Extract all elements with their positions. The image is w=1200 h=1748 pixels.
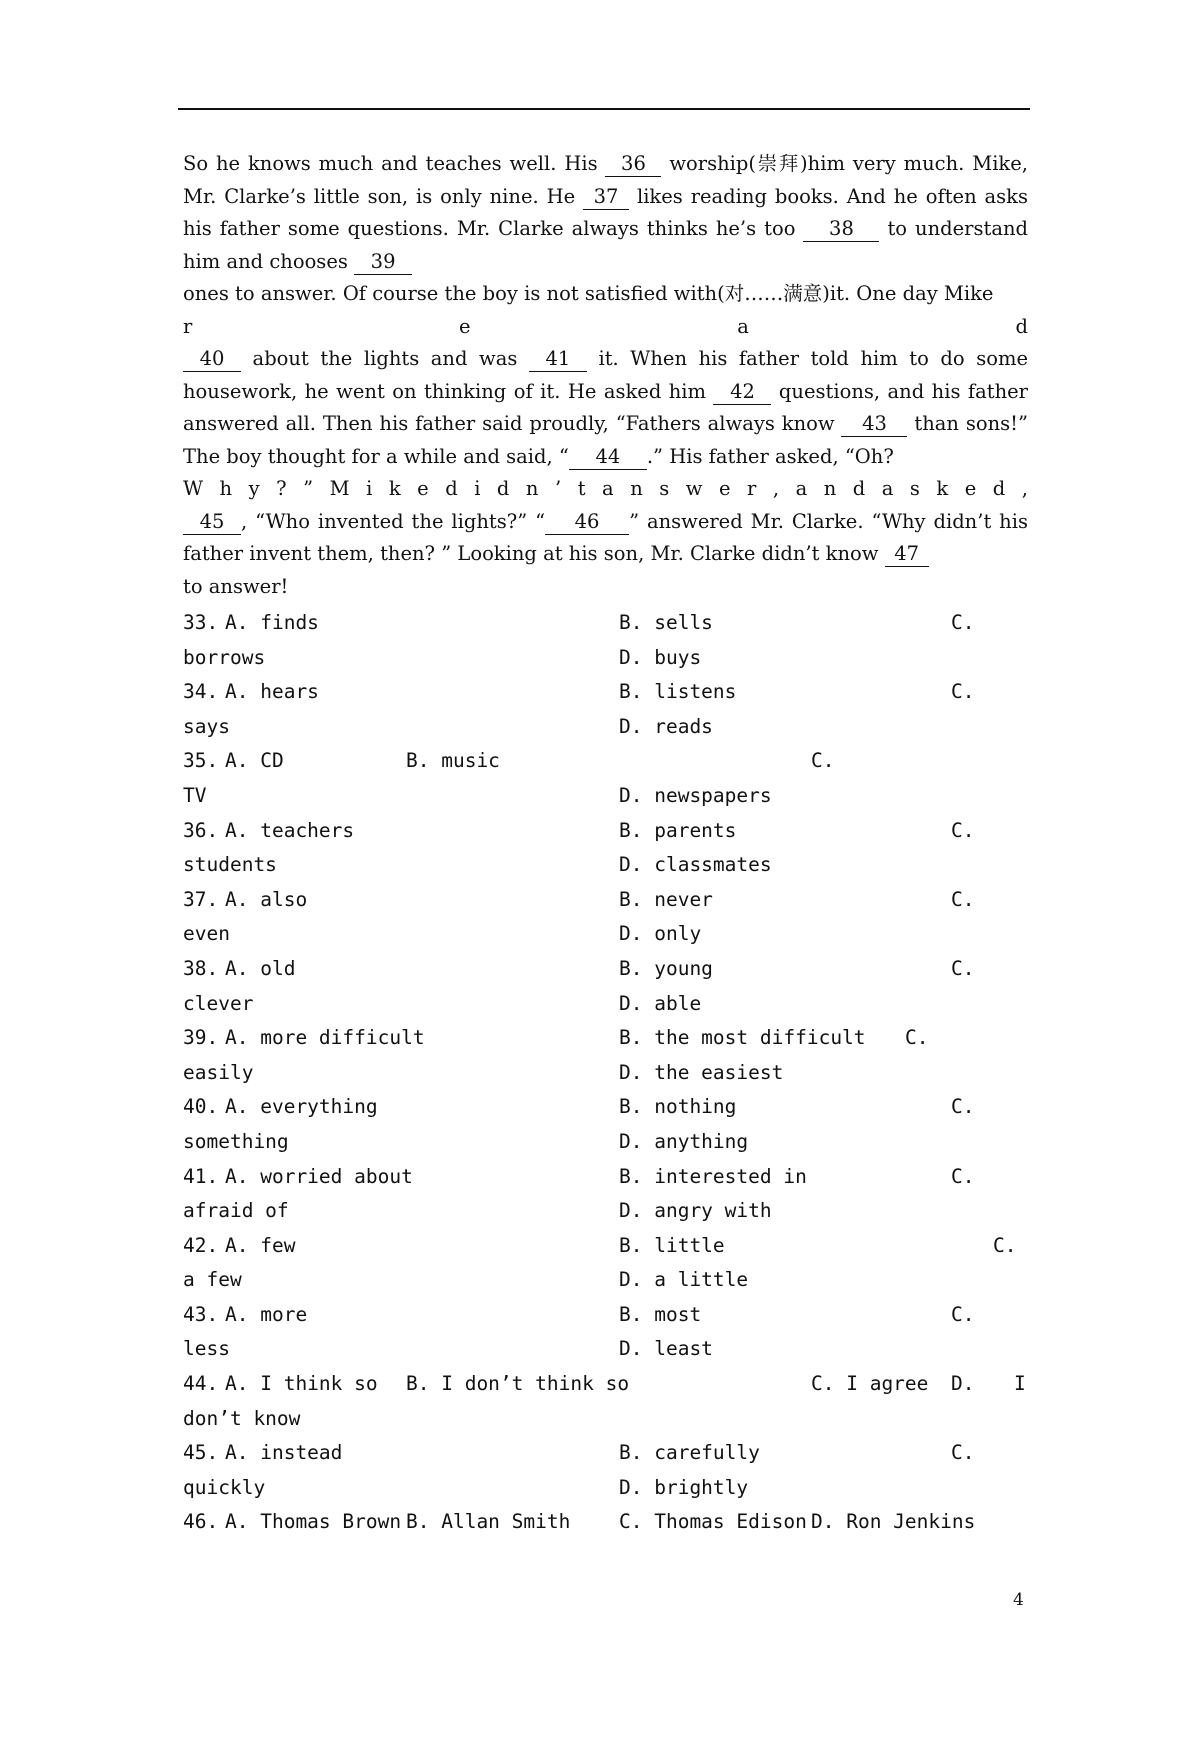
option-c-label: C. <box>951 1164 975 1188</box>
option-c-label: C. <box>951 956 975 980</box>
blank-47: 47 <box>885 542 929 567</box>
passage-text: likes reading books. And he often asks his father some questions. Mr. Clarke always thinks he’s too <box>183 184 1028 240</box>
option-row <box>183 883 1028 918</box>
option-d: D. reads <box>619 714 713 738</box>
option-b: B. music <box>406 749 500 773</box>
question-number: 45. <box>183 1441 219 1465</box>
passage-paragraph <box>183 506 1028 571</box>
cloze-passage <box>183 148 1028 603</box>
option-b: B. I don’t think so <box>406 1372 630 1396</box>
blank-40: 40 <box>183 347 241 372</box>
blank-46: 46 <box>545 510 629 535</box>
option-c-text: less <box>183 1337 230 1361</box>
option-c-text: quickly <box>183 1475 266 1499</box>
passage-text: about the lights and was <box>241 347 529 370</box>
option-c-label: C. <box>951 1441 975 1465</box>
passage-text: ” answered Mr. Clarke. “Why didn’t his father invent them, then? ” Looking at his son, Mr. Clarke didn’t know <box>183 509 1028 565</box>
option-b: B. the most difficult <box>619 1026 866 1050</box>
option-a: A. teachers <box>225 818 355 842</box>
passage-text: to answer! <box>183 574 289 598</box>
option-a: A. also <box>225 887 308 911</box>
option-a: A. few <box>225 1233 296 1257</box>
option-d: D. buys <box>619 645 702 669</box>
option-c-text: a few <box>183 1268 242 1292</box>
passage-text: questions, and his father answered all. Then his father said proudly, “Fathers always know <box>183 379 1029 435</box>
question-number: 37. <box>183 887 219 911</box>
option-c-label: C. <box>993 1233 1017 1257</box>
blank-37: 37 <box>583 185 629 210</box>
option-c-label: C. <box>951 887 975 911</box>
passage-text: than sons!” The boy thought for a while and said, “ <box>183 412 1028 468</box>
question-number: 33. <box>183 611 219 634</box>
option-b: B. nothing <box>619 1095 737 1119</box>
option-row <box>183 1263 1028 1298</box>
option-d: D. least <box>619 1337 713 1361</box>
option-d: D. a little <box>619 1268 749 1292</box>
option-row <box>183 1125 1028 1160</box>
option-c-text: easily <box>183 1060 254 1084</box>
option-a: A. finds <box>225 611 319 634</box>
option-d: D. anything <box>619 1129 749 1153</box>
option-c: C. Thomas Edison <box>619 1510 807 1534</box>
option-d-text: don’t know <box>183 1406 301 1430</box>
passage-paragraph <box>183 571 1028 604</box>
blank-36: 36 <box>605 152 661 177</box>
passage-paragraph <box>183 343 1028 473</box>
option-a: A. more difficult <box>225 1026 425 1050</box>
options-list <box>183 606 1028 1540</box>
blank-45: 45 <box>183 510 241 535</box>
question-number: 46. <box>183 1510 219 1534</box>
option-b: B. most <box>619 1302 702 1326</box>
option-c: C. I agree <box>811 1372 929 1396</box>
option-a: A. more <box>225 1302 308 1326</box>
question-number: 41. <box>183 1164 219 1188</box>
spread-line: r e a d <box>183 314 1028 338</box>
option-b: B. never <box>619 887 713 911</box>
option-d: D. Ron Jenkins <box>811 1510 976 1534</box>
question-number: 35. <box>183 749 219 773</box>
option-d: D. classmates <box>619 853 772 877</box>
option-c-label: C. <box>951 680 975 704</box>
blank-42: 42 <box>713 380 771 405</box>
option-a: A. worried about <box>225 1164 413 1188</box>
option-a: A. everything <box>225 1095 378 1119</box>
option-c-text: TV <box>183 783 207 807</box>
blank-38: 38 <box>803 217 879 242</box>
option-row <box>183 1367 1028 1402</box>
option-row <box>183 779 1028 814</box>
option-c-text: clever <box>183 991 254 1015</box>
option-row <box>183 1056 1028 1091</box>
option-a: A. old <box>225 956 296 980</box>
option-row <box>183 1436 1028 1471</box>
option-row <box>183 1402 1028 1437</box>
option-row <box>183 675 1028 710</box>
option-b: B. young <box>619 956 713 980</box>
option-a: A. Thomas Brown <box>225 1510 402 1534</box>
option-c-text: says <box>183 714 230 738</box>
question-number: 40. <box>183 1095 219 1119</box>
option-row <box>183 917 1028 952</box>
option-a: A. CD <box>225 749 284 773</box>
option-b: B. listens <box>619 680 737 704</box>
option-d: D. angry with <box>619 1199 772 1223</box>
option-c-text: afraid of <box>183 1199 289 1223</box>
question-number: 44. <box>183 1372 219 1396</box>
option-d: D. able <box>619 991 702 1015</box>
blank-43: 43 <box>841 412 907 437</box>
option-row <box>183 1505 1028 1540</box>
option-a: A. I think so <box>225 1372 378 1396</box>
header-rule <box>178 108 1030 110</box>
option-row <box>183 1298 1028 1333</box>
option-row <box>183 710 1028 745</box>
option-row <box>183 1332 1028 1367</box>
option-d: D. only <box>619 922 702 946</box>
option-a: A. hears <box>225 680 319 704</box>
option-c-label: C. <box>951 1302 975 1326</box>
option-b: B. carefully <box>619 1441 760 1465</box>
passage-text: ones to answer. Of course the boy is not satisfied with(对……满意)it. One day Mike <box>183 282 994 305</box>
option-c-text: even <box>183 922 230 946</box>
option-row <box>183 1090 1028 1125</box>
question-number: 42. <box>183 1233 219 1257</box>
question-number: 34. <box>183 680 219 704</box>
option-c-text: borrows <box>183 645 266 669</box>
option-c-label: C. <box>905 1026 929 1050</box>
passage-paragraph <box>183 278 1028 311</box>
question-number: 43. <box>183 1302 219 1326</box>
spread-line: W h y ? ” M i k e d i d n ’ t a n s w e r , a n d a s k e d , <box>183 477 1028 500</box>
passage-text: it. When his father told him to do some housework, he went on thinking of it. He asked him <box>183 347 1028 403</box>
option-c-text: students <box>183 853 277 877</box>
option-row <box>183 987 1028 1022</box>
option-row <box>183 606 1028 641</box>
option-d: D. brightly <box>619 1475 749 1499</box>
question-number: 39. <box>183 1026 219 1050</box>
option-row <box>183 641 1028 676</box>
option-c-label: C. <box>951 1095 975 1119</box>
option-c-label: C. <box>951 611 975 634</box>
option-row <box>183 814 1028 849</box>
question-number: 36. <box>183 818 219 842</box>
option-row <box>183 1160 1028 1195</box>
option-row <box>183 848 1028 883</box>
passage-text: , “Who invented the lights?” “ <box>241 509 546 533</box>
passage-text: worship(崇拜)him very much. Mike, Mr. Clarke’s little son, is only nine. He <box>183 152 1028 208</box>
option-d-tail: I <box>1014 1372 1026 1396</box>
option-c-label: C. <box>951 818 975 842</box>
option-b: B. little <box>619 1233 725 1257</box>
option-row <box>183 1021 1028 1056</box>
option-d: D. the easiest <box>619 1060 784 1084</box>
passage-paragraph <box>183 148 1028 278</box>
option-row <box>183 1229 1028 1264</box>
question-number: 38. <box>183 956 219 980</box>
passage-text: to understand him and chooses <box>183 217 1028 273</box>
blank-39: 39 <box>354 250 412 275</box>
option-c-text: something <box>183 1129 289 1153</box>
option-row <box>183 1194 1028 1229</box>
option-b: B. Allan Smith <box>406 1510 571 1534</box>
option-b: B. interested in <box>619 1164 807 1188</box>
blank-44: 44 <box>569 445 647 470</box>
page-number: 4 <box>1013 1590 1024 1610</box>
option-b: B. parents <box>619 818 737 842</box>
passage-text: .” His father asked, “Oh? <box>646 444 894 468</box>
option-row <box>183 952 1028 987</box>
option-row <box>183 744 1028 779</box>
option-d-label: D. <box>951 1372 975 1396</box>
blank-41: 41 <box>529 347 587 372</box>
option-row <box>183 1471 1028 1506</box>
option-b: B. sells <box>619 611 713 634</box>
option-d: D. newspapers <box>619 783 772 807</box>
option-c-label: C. <box>811 749 835 773</box>
option-a: A. instead <box>225 1441 343 1465</box>
passage-text: So he knows much and teaches well. His <box>183 152 606 175</box>
